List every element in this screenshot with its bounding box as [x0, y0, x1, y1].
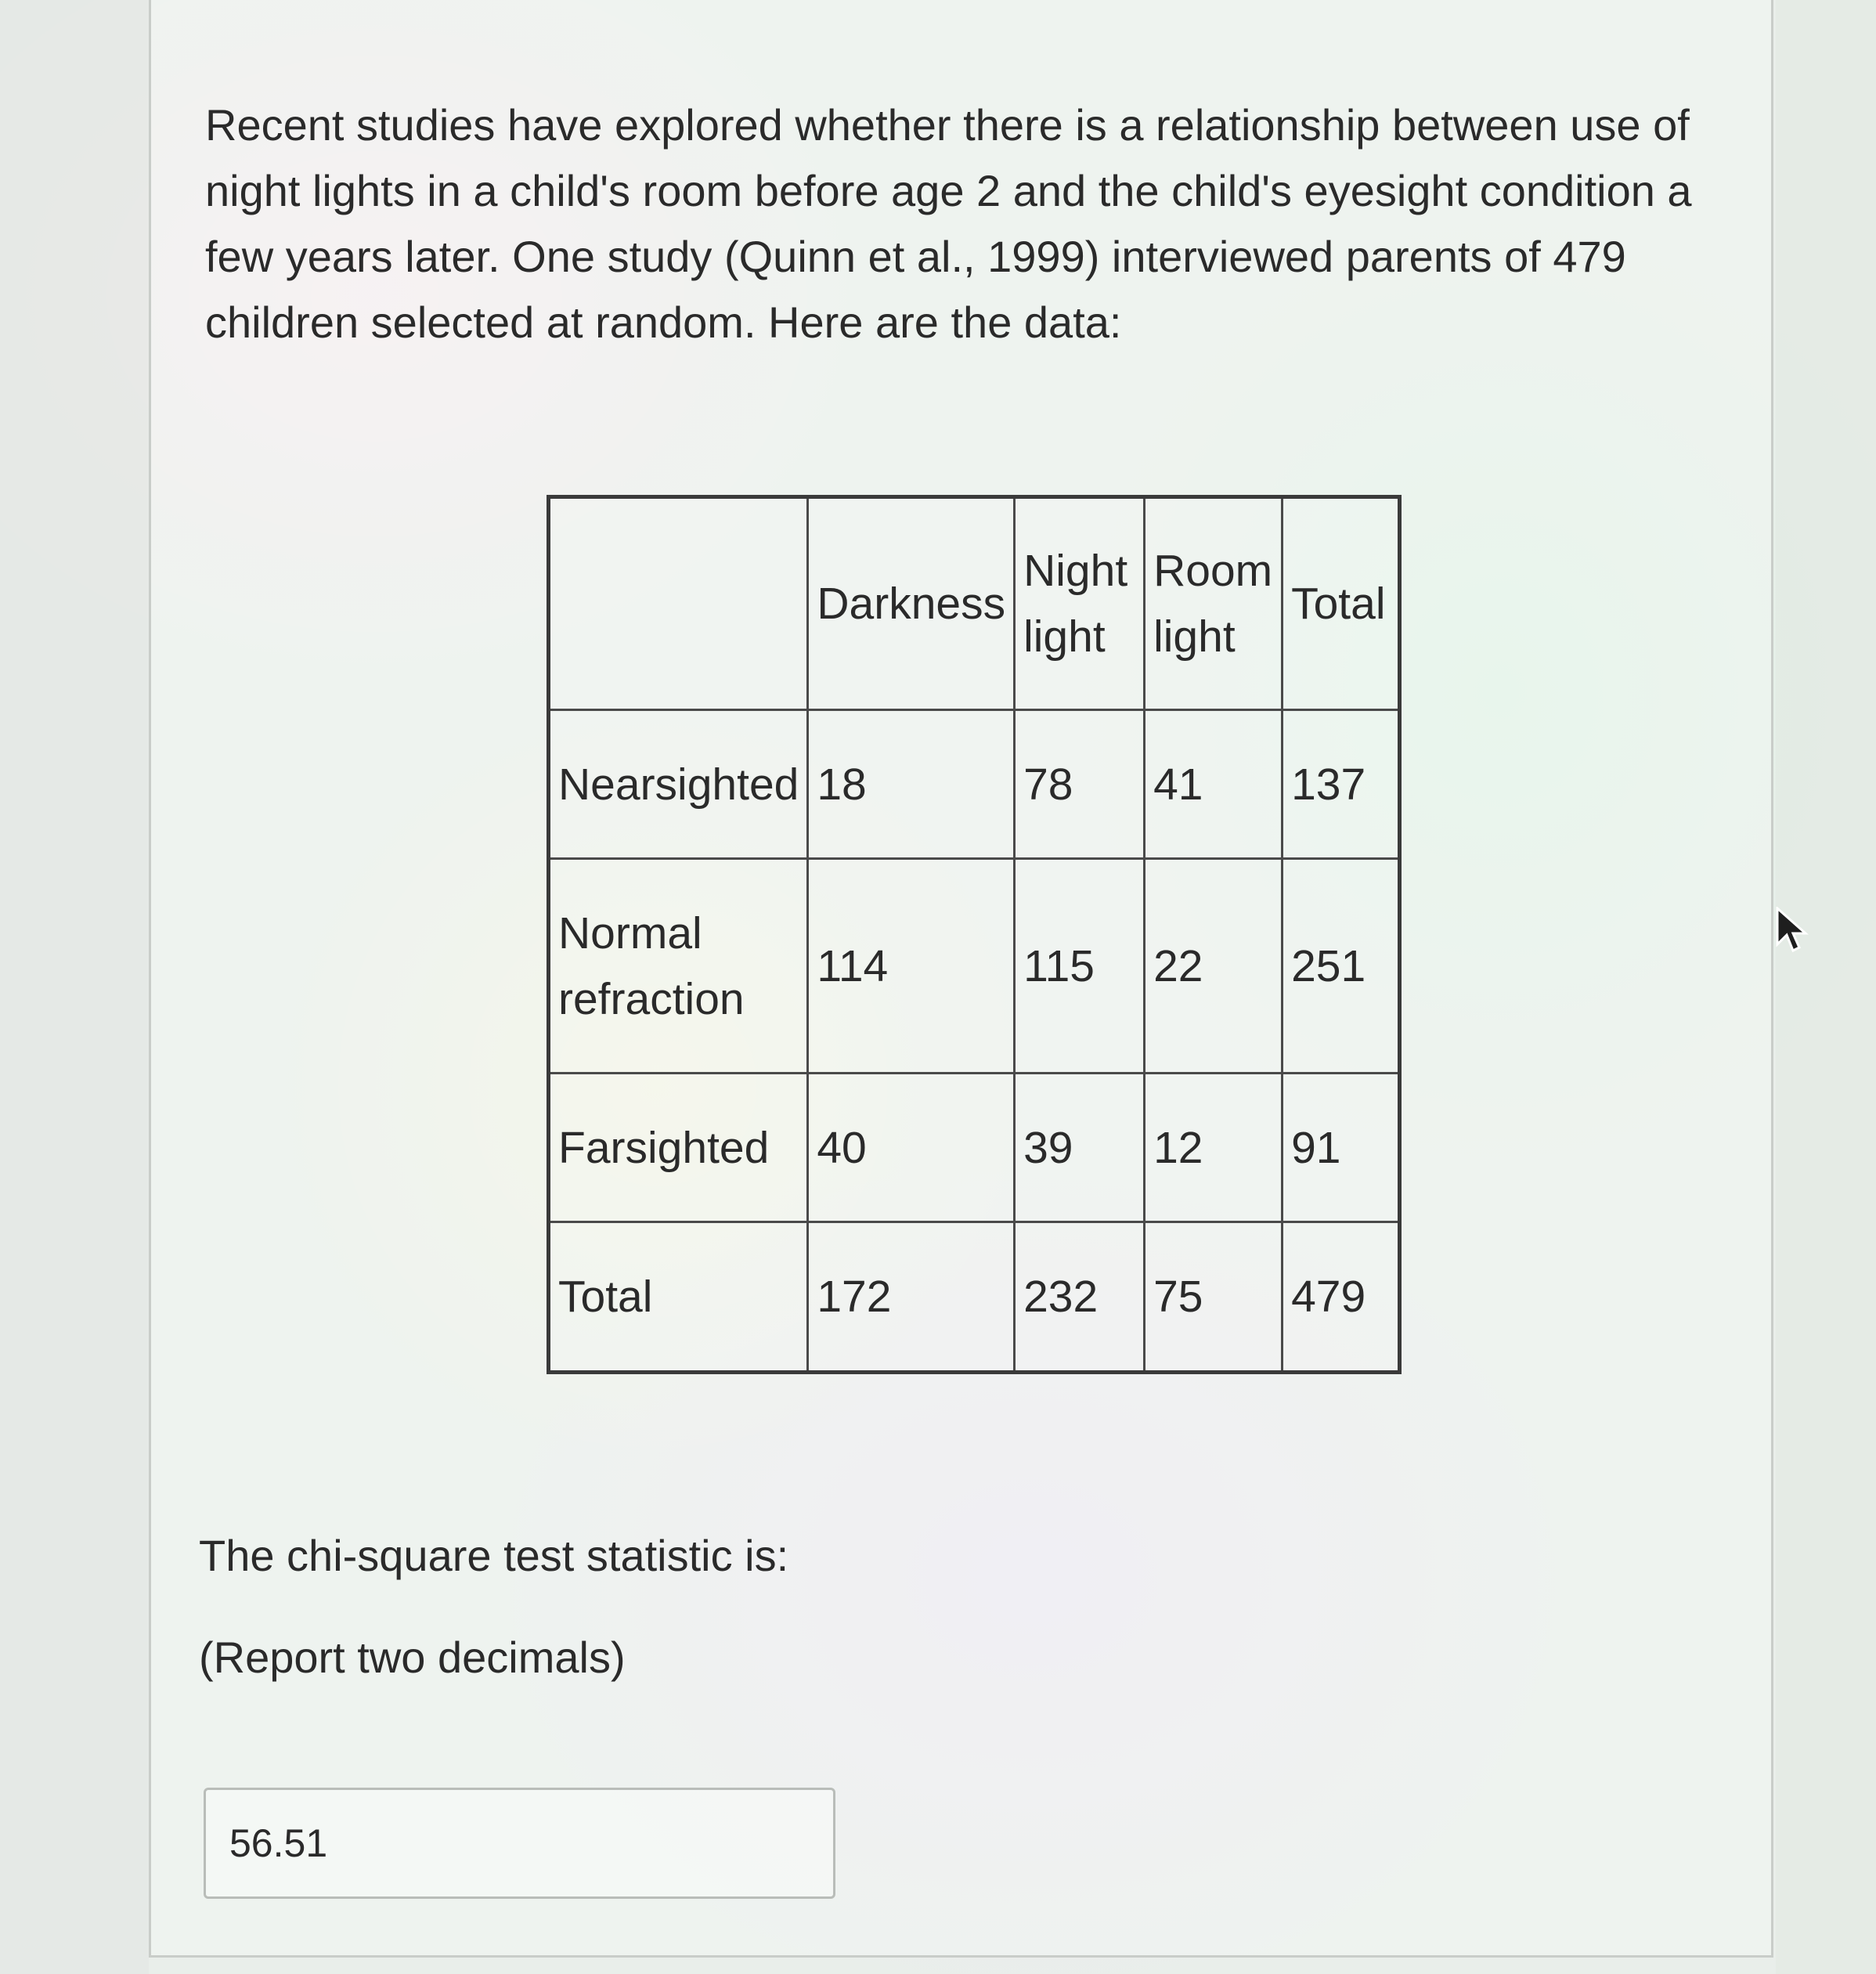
question-text: Recent studies have explored whether there is a relationship between use of night lights in a child's room before age 2 and the child's eyesight condition a few years later. One study (Quinn et al., 1999) interviewed parents of 479 children selected at random. Here are the data:: [205, 100, 1692, 347]
contingency-table: [547, 495, 1402, 1374]
cell-darkness: 18: [808, 710, 1015, 859]
answer-input[interactable]: [204, 1788, 835, 1899]
cell-darkness: 172: [808, 1222, 1015, 1373]
cell-total: 479: [1283, 1222, 1400, 1373]
cell-total: 137: [1283, 710, 1400, 859]
row-label: Total: [549, 1222, 808, 1373]
cell-night-light: 115: [1015, 859, 1145, 1074]
table-row: [549, 710, 1400, 859]
cell-night-light: 232: [1015, 1222, 1145, 1373]
mouse-pointer-icon: [1776, 907, 1810, 954]
cell-total: 91: [1283, 1074, 1400, 1222]
right-gutter: [1776, 0, 1876, 1974]
header-night-light: Night light: [1015, 497, 1145, 710]
cell-darkness: 114: [808, 859, 1015, 1074]
cell-room-light: 75: [1145, 1222, 1283, 1373]
header-darkness: Darkness: [808, 497, 1015, 710]
cell-night-light: 78: [1015, 710, 1145, 859]
answer-instruction: (Report two decimals): [199, 1633, 626, 1682]
cell-total: 251: [1283, 859, 1400, 1074]
row-label: Nearsighted: [549, 710, 808, 859]
question-prompt: The chi-square test statistic is:: [199, 1531, 789, 1580]
header-room-light: Room light: [1145, 497, 1283, 710]
row-label: Normal refraction: [549, 859, 808, 1074]
cell-room-light: 22: [1145, 859, 1283, 1074]
cell-room-light: 41: [1145, 710, 1283, 859]
left-gutter: [0, 0, 149, 1974]
table-row: [549, 1074, 1400, 1222]
cell-darkness: 40: [808, 1074, 1015, 1222]
cell-room-light: 12: [1145, 1074, 1283, 1222]
header-total: Total: [1283, 497, 1400, 710]
row-label: Farsighted: [549, 1074, 808, 1222]
table-row: [549, 859, 1400, 1074]
cell-night-light: 39: [1015, 1074, 1145, 1222]
header-blank-cell: [549, 497, 808, 710]
table-header-row: [549, 497, 1400, 710]
table-row: [549, 1222, 1400, 1373]
